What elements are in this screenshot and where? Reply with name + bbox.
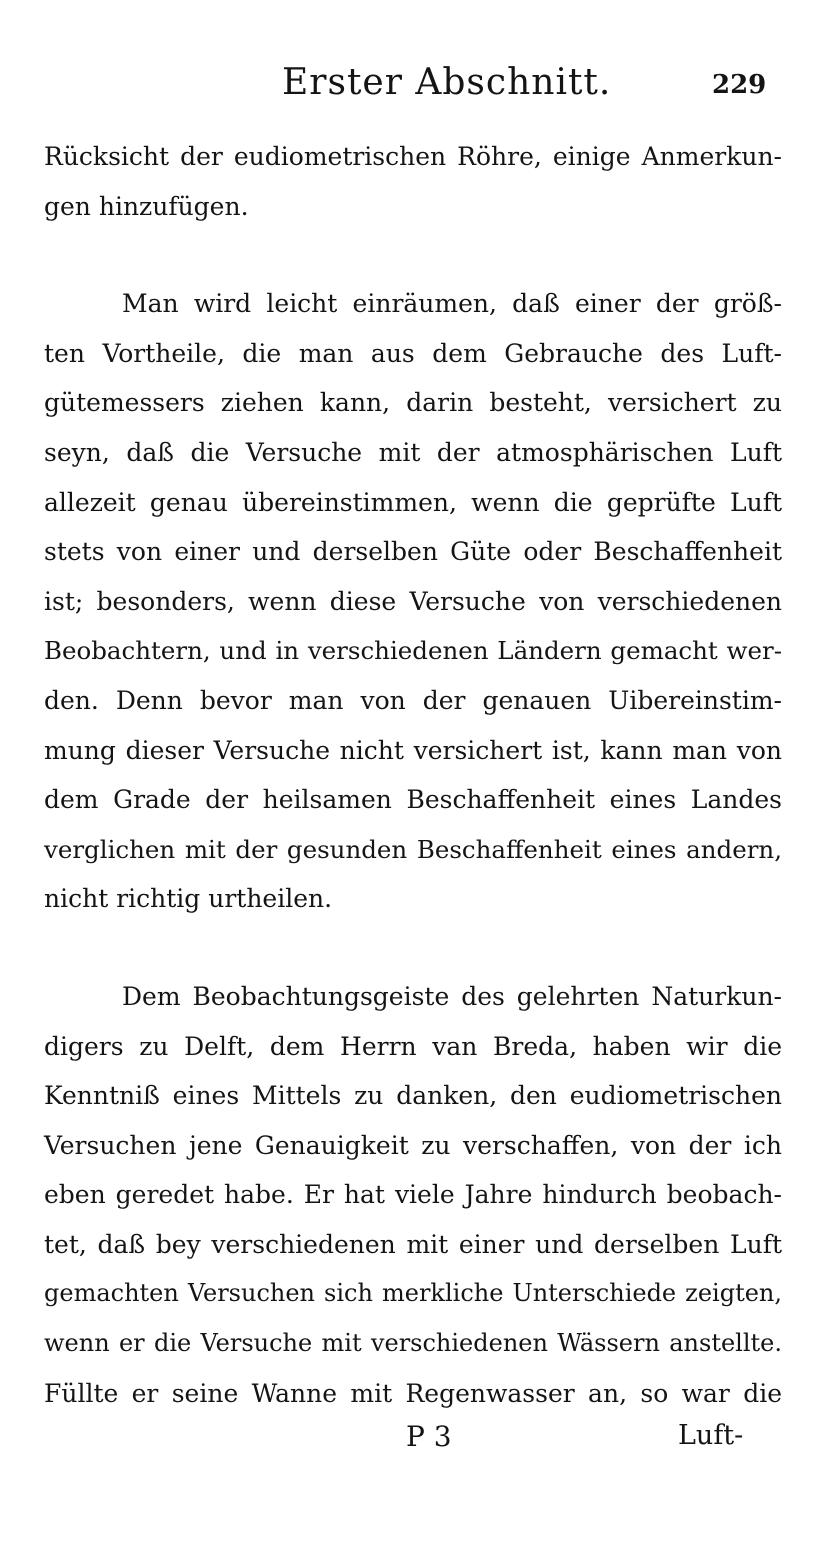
text-line: Beobachtern, und in verschiedenen Ländern gemacht wer- bbox=[44, 636, 782, 666]
paragraph-gap bbox=[44, 231, 782, 279]
paragraph-gap bbox=[44, 924, 782, 972]
text-line: gütemessers ziehen kann, darin besteht, versichert zu bbox=[44, 388, 782, 418]
text-line: gemachten Versuchen sich merkliche Unterschiede zeigten, bbox=[44, 1279, 782, 1308]
page-footer bbox=[0, 1420, 830, 1470]
text-line: ten Vortheile, die man aus dem Gebrauche des Luft- bbox=[44, 338, 782, 368]
text-line: Man wird leicht einräumen, daß einer der größ- bbox=[122, 289, 782, 319]
paragraph-van-breda bbox=[44, 972, 782, 1418]
text-line: stets von einer und derselben Güte oder Beschaffenheit bbox=[44, 537, 782, 567]
text-line: Rücksicht der eudiometrischen Röhre, einige Anmerkun- bbox=[44, 142, 782, 171]
text-line: digers zu Delft, dem Herrn van Breda, haben wir die bbox=[44, 1031, 782, 1061]
text-line: seyn, daß die Versuche mit der atmosphärischen Luft bbox=[44, 437, 782, 467]
text-line: den. Denn bevor man von der genauen Uibereinstim- bbox=[44, 685, 782, 715]
text-line: Füllte er seine Wanne mit Regenwasser an, so war die bbox=[44, 1378, 782, 1408]
text-line: tet, daß bey verschiedenen mit einer und derselben Luft bbox=[44, 1229, 782, 1259]
running-head bbox=[0, 62, 830, 112]
text-line: Dem Beobachtungsgeiste des gelehrten Naturkun- bbox=[122, 981, 782, 1011]
page-number: 229 bbox=[712, 70, 767, 100]
text-line: nicht richtig urtheilen. bbox=[44, 884, 333, 914]
text-line: eben geredet habe. Er hat viele Jahre hindurch beobach- bbox=[44, 1180, 782, 1210]
body-text bbox=[44, 132, 782, 1418]
text-line: Versuchen jene Genauigkeit zu verschaffen, von der ich bbox=[44, 1130, 782, 1160]
paragraph-continuation bbox=[44, 132, 782, 231]
text-line: gen hinzufügen. bbox=[44, 191, 249, 221]
text-line: verglichen mit der gesunden Beschaffenheit eines andern, bbox=[44, 834, 782, 864]
signature-mark: P 3 bbox=[406, 1420, 452, 1453]
text-line: wenn er die Versuche mit verschiedenen Wässern anstellte. bbox=[44, 1329, 782, 1358]
paragraph-vortheile bbox=[44, 279, 782, 924]
text-line: ist; besonders, wenn diese Versuche von verschiedenen bbox=[44, 586, 782, 616]
text-line: Kenntniß eines Mittels zu danken, den eudiometrischen bbox=[44, 1081, 782, 1111]
text-line: allezeit genau übereinstimmen, wenn die geprüfte Luft bbox=[44, 487, 782, 517]
text-line: mung dieser Versuche nicht versichert ist, kann man von bbox=[44, 735, 782, 765]
text-line: dem Grade der heilsamen Beschaffenheit eines Landes bbox=[44, 785, 782, 815]
running-title: Erster Abschnitt. bbox=[282, 62, 612, 103]
catchword: Luft- bbox=[678, 1420, 744, 1451]
